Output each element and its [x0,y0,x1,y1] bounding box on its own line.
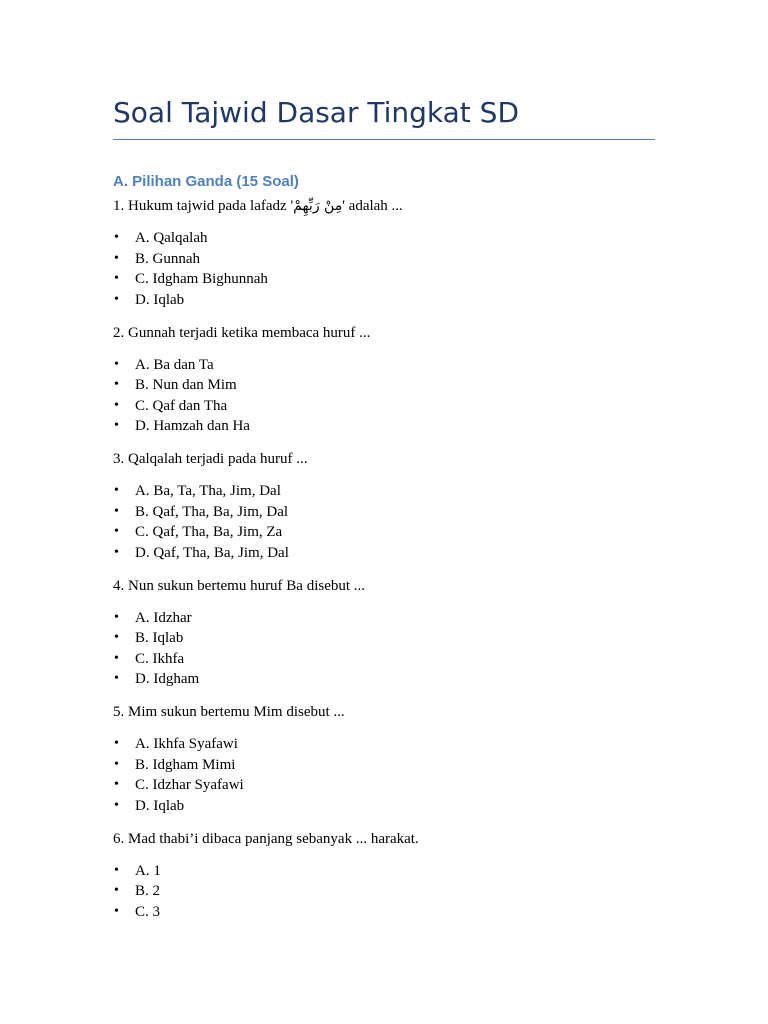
option-item [113,416,673,437]
bullet-icon: • [114,777,119,792]
option-label: A. Qalqalah [135,230,208,246]
question-2-options [113,355,673,437]
option-item [113,543,673,564]
question-1-options [113,228,673,310]
question-2 [113,323,673,437]
question-1 [113,196,673,310]
bullet-icon: • [114,797,119,813]
option-item [113,249,673,270]
question-4-text: 4. Nun sukun bertemu huruf Ba disebut ... [113,577,366,594]
option-item [113,481,673,502]
option-label: C. Qaf dan Tha [135,397,228,414]
option-item [113,375,673,396]
option-item [113,775,673,796]
option-label: C. 3 [135,903,161,920]
option-label: A. Idzhar [135,609,192,626]
question-4-options [113,608,673,690]
option-label: D. Iqlab [135,291,185,308]
bullet-icon: • [114,883,119,898]
option-label: D. Qaf, Tha, Ba, Jim, Dal [135,544,289,561]
bullet-icon: • [114,671,119,686]
option-item [113,608,673,629]
option-item [113,881,673,902]
bullet-icon: • [114,418,119,433]
bullet-icon: • [114,397,119,413]
option-item [113,796,673,817]
question-3-options [113,481,673,563]
option-item [113,522,673,543]
question-list [113,196,673,935]
bullet-icon: • [114,250,119,266]
option-label: C. Ikhfa [135,650,185,667]
option-label: C. Idzhar Syafawi [135,777,244,793]
question-2-text: 2. Gunnah terjadi ketika membaca huruf ... [113,324,371,341]
bullet-icon: • [114,756,119,772]
option-label: B. 2 [135,883,161,899]
bullet-icon: • [114,230,119,245]
question-5 [113,702,673,816]
question-6-options [113,861,673,923]
option-label: B. Qaf, Tha, Ba, Jim, Dal [135,503,289,520]
option-item [113,755,673,776]
question-5-options [113,734,673,816]
option-item [113,861,673,882]
title-underline [113,139,655,140]
bullet-icon: • [114,524,119,539]
option-item [113,734,673,755]
question-1-text [113,196,673,216]
option-label: D. Hamzah dan Ha [135,418,250,434]
option-label: B. Idgham Mimi [135,756,236,773]
bullet-icon: • [114,736,119,751]
option-label: D. Idgham [135,671,200,687]
option-label: B. Iqlab [135,630,184,646]
option-item [113,628,673,649]
bullet-icon: • [114,483,119,498]
option-item [113,902,673,923]
option-item [113,290,673,311]
question-6-text: 6. Mad thabi’i dibaca panjang sebanyak ... harakat. [113,830,419,847]
option-label: C. Qaf, Tha, Ba, Jim, Za [135,524,283,540]
option-label: A. Ba, Ta, Tha, Jim, Dal [135,483,281,499]
question-3-text: 3. Qalqalah terjadi pada huruf ... [113,451,308,467]
bullet-icon: • [114,862,119,878]
question-6 [113,829,673,923]
bullet-icon: • [114,503,119,519]
bullet-icon: • [114,903,119,919]
bullet-icon: • [114,377,119,392]
question-3 [113,449,673,563]
question-5-text: 5. Mim sukun bertemu Mim disebut ... [113,704,345,720]
bullet-icon: • [114,291,119,307]
question-1-suffix: ' adalah ... [342,198,403,214]
option-label: D. Iqlab [135,797,185,814]
option-item [113,396,673,417]
option-item [113,649,673,670]
option-label: C. Idgham Bighunnah [135,271,268,287]
option-item [113,502,673,523]
bullet-icon: • [114,271,119,286]
option-item [113,669,673,690]
question-4 [113,576,673,690]
bullet-icon: • [114,630,119,645]
option-label: B. Nun dan Mim [135,377,237,393]
option-label: A. Ba dan Ta [135,356,214,373]
bullet-icon: • [114,650,119,666]
question-1-arabic: مِنْ رَبِّهِمْ [293,198,343,214]
option-item [113,355,673,376]
document-title: Soal Tajwid Dasar Tingkat SD [113,96,520,129]
option-label: A. Ikhfa Syafawi [135,736,238,752]
option-item [113,269,673,290]
option-label: B. Gunnah [135,250,200,267]
question-1-prefix: 1. Hukum tajwid pada lafadz ' [113,198,294,214]
bullet-icon: • [114,544,119,560]
option-item [113,228,673,249]
section-heading: A. Pilihan Ganda (15 Soal) [113,173,299,190]
bullet-icon: • [114,356,119,372]
bullet-icon: • [114,609,119,625]
option-label: A. 1 [135,862,161,879]
